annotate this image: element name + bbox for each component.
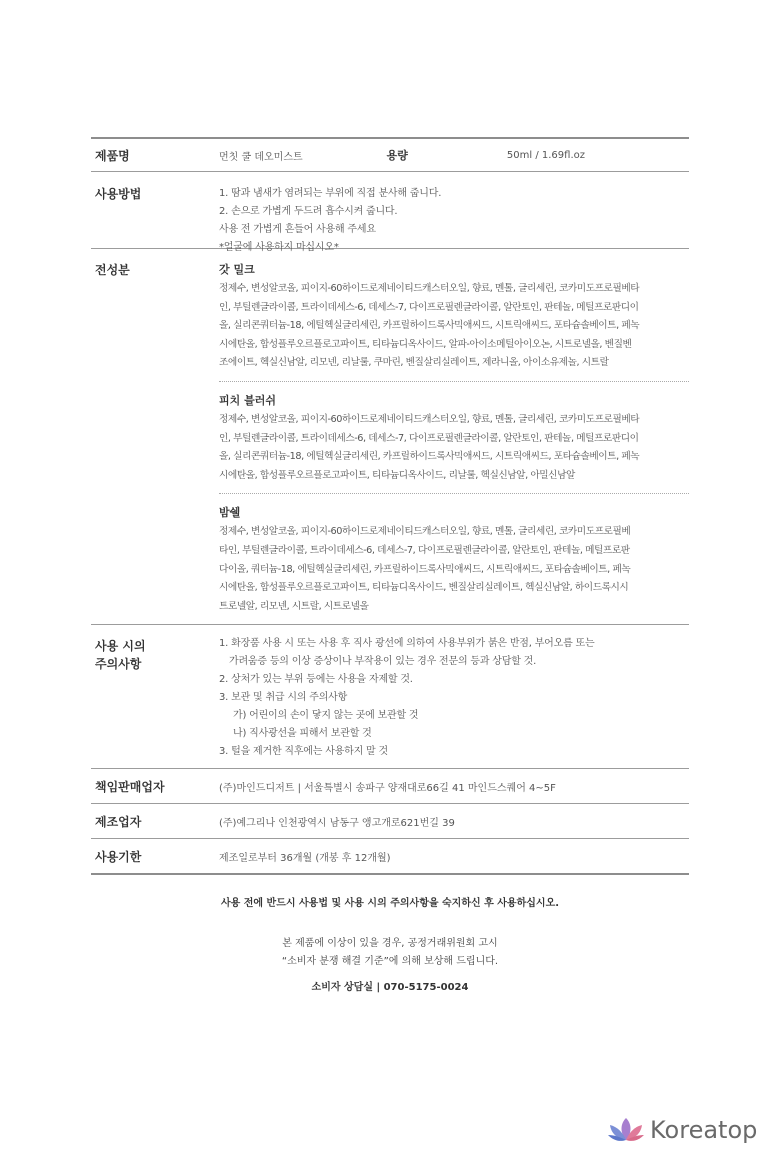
ingredient-line: 정제수, 변성알코올, 피이지-60하이드로제네이티드캐스터오일, 향료, 멘톨, 글리세린, 코카미도프로필베타 bbox=[219, 413, 640, 425]
ingredient-title: 갓 밀크 bbox=[219, 263, 255, 276]
caution-line: 1. 화장품 사용 시 또는 사용 후 직사 광선에 의하여 사용부위가 붉은 반점, 부어오름 또는 bbox=[219, 638, 595, 650]
ingredient-line: 다이올, 쿼터늄-18, 에틸헥실글리세린, 카프릴하이드록사믹애씨드, 시트릭애씨드, 포타슘솔베이트, 페녹 bbox=[219, 563, 631, 575]
ingredients-label: 전성분 bbox=[95, 263, 130, 277]
product-name-value: 먼칫 쿨 데오미스트 bbox=[219, 151, 303, 163]
usage-line: 1. 땀과 냄새가 염려되는 부위에 직접 분사해 줍니다. bbox=[219, 188, 442, 199]
caution-line: 나) 직사광선을 피해서 보관할 것 bbox=[233, 728, 372, 740]
koreatop-logo bbox=[606, 1112, 757, 1148]
logo-text: Koreatop bbox=[650, 1116, 758, 1144]
maker-label: 제조업자 bbox=[95, 814, 142, 829]
caution-line: 가) 어린이의 손이 닿지 않는 곳에 보관할 것 bbox=[233, 710, 419, 722]
expiry-value: 제조일로부터 36개월 (개봉 후 12개월) bbox=[219, 852, 391, 864]
ingredient-line: 조에이트, 헥실신남알, 리모넨, 리날룰, 쿠마린, 벤질살리실레이트, 제라니올, 아이소유제놀, 시트랄 bbox=[219, 357, 609, 369]
ingredient-line: 시에탄올, 합성플루오르플로고파이트, 티타늄디옥사이드, 알파-아이소메틸아이오논, 시트로넬올, 벤질벤 bbox=[219, 338, 632, 350]
usage-notice: 사용 전에 반드시 사용법 및 사용 시의 주의사항을 숙지하신 후 사용하십시오. bbox=[220, 898, 560, 909]
ingredient-line: 정제수, 변성알코올, 피이지-60하이드로제네이티드캐스터오일, 향료, 멘톨, 글리세린, 코카미도프로필베타 bbox=[219, 283, 640, 294]
row-usage bbox=[91, 171, 689, 253]
product-info-table bbox=[91, 137, 689, 875]
usage-label: 사용방법 bbox=[95, 187, 142, 201]
ingredient-line: 타인, 부틸렌글라이콜, 트라이데세스-6, 데세스-7, 다이프로필렌글라이콜, 알란토인, 판테놀, 메틸프로판 bbox=[219, 544, 630, 556]
caution-label-line: 사용 시의 bbox=[95, 639, 146, 654]
row-expiry bbox=[91, 838, 689, 873]
caution-label bbox=[91, 625, 219, 768]
ingredient-line: 시에탄올, 합성플루오르플로고파이트, 티타늄디옥사이드, 리날룰, 헥실신남알, 아밀신남알 bbox=[219, 469, 575, 481]
maker-value: (주)예그리나 인천광역시 남동구 앵고개로621번길 39 bbox=[219, 817, 455, 829]
customer-service-phone: 소비자 상담실 | 070-5175-0024 bbox=[311, 982, 469, 993]
row-ingredients bbox=[91, 248, 689, 624]
product-name-label: 제품명 bbox=[95, 148, 130, 163]
row-seller bbox=[91, 768, 689, 803]
usage-warning: *얼굴에 사용하지 마십시오* bbox=[219, 242, 339, 253]
caution-label-line: 주의사항 bbox=[95, 657, 142, 672]
caution-line: 3. 보관 및 취급 시의 주의사항 bbox=[219, 692, 348, 704]
compensation-notice: “소비자 분쟁 해결 기준”에 의해 보상해 드립니다. bbox=[281, 956, 499, 967]
expiry-label: 사용기한 bbox=[95, 849, 142, 864]
volume-value: 50ml / 1.69fl.oz bbox=[506, 149, 585, 161]
ingredient-line: 정제수, 변성알코올, 피이지-60하이드로제네이티드캐스터오일, 향료, 멘톨, 글리세린, 코카미도프로필베 bbox=[219, 526, 631, 538]
volume-label: 용량 bbox=[386, 149, 408, 162]
row-maker bbox=[91, 803, 689, 838]
row-caution bbox=[91, 624, 689, 768]
ingredient-line: 올, 실리콘쿼터늄-18, 에틸헥실글리세린, 카프릴하이드록사믹애씨드, 시트릭애씨드, 포타슘솔베이트, 페녹 bbox=[219, 320, 640, 332]
usage-line: 2. 손으로 가볍게 두드려 흡수시켜 줍니다. bbox=[219, 206, 398, 217]
ingredient-line: 인, 부틸렌글라이콜, 트라이데세스-6, 데세스-7, 다이프로필렌글라이콜, 알란토인, 판테놀, 메틸프로판디이 bbox=[219, 432, 639, 444]
seller-label: 책임판매업자 bbox=[95, 779, 165, 794]
row-product-name bbox=[91, 139, 689, 171]
ingredient-title: 피치 블러쉬 bbox=[219, 393, 276, 407]
ingredient-block-peach bbox=[219, 381, 689, 493]
ingredient-block-bombshell bbox=[219, 493, 689, 624]
ingredient-line: 트로넬알, 리모넨, 시트랄, 시트로넬올 bbox=[219, 600, 369, 612]
ingredient-line: 올, 실리콘쿼터늄-18, 에틸헥실글리세린, 카프릴하이드록사믹애씨드, 시트릭애씨드, 포타슘솔베이트, 페녹 bbox=[219, 451, 640, 463]
ingredient-line: 시에탄올, 합성플루오르플로고파이트, 티타늄디옥사이드, 벤질살리실레이트, 헥실신남알, 하이드록시시 bbox=[219, 582, 629, 594]
ingredient-line: 인, 부틸렌글라이콜, 트라이데세스-6, 데세스-7, 다이프로필렌글라이콜, 알란토인, 판테놀, 메틸프로판디이 bbox=[219, 301, 639, 313]
usage-line: 사용 전 가볍게 흔들어 사용해 주세요 bbox=[219, 224, 376, 235]
seller-value: (주)마인드디저트 | 서울특별시 송파구 양재대로66길 41 마인드스퀘어 4~5F bbox=[219, 782, 556, 794]
caution-line: 3. 털을 제거한 직후에는 사용하지 말 것 bbox=[219, 746, 388, 758]
compensation-notice: 본 제품에 이상이 있을 경우, 공정거래위원회 고시 bbox=[282, 938, 498, 949]
caution-line: 2. 상처가 있는 부위 등에는 사용을 자제할 것. bbox=[219, 674, 413, 686]
caution-line: 가려움증 등의 이상 증상이나 부작용이 있는 경우 전문의 등과 상담할 것. bbox=[229, 656, 537, 668]
ingredient-block-milk bbox=[219, 249, 689, 381]
ingredient-title: 밤쉘 bbox=[219, 506, 241, 520]
lotus-icon bbox=[606, 1115, 646, 1145]
